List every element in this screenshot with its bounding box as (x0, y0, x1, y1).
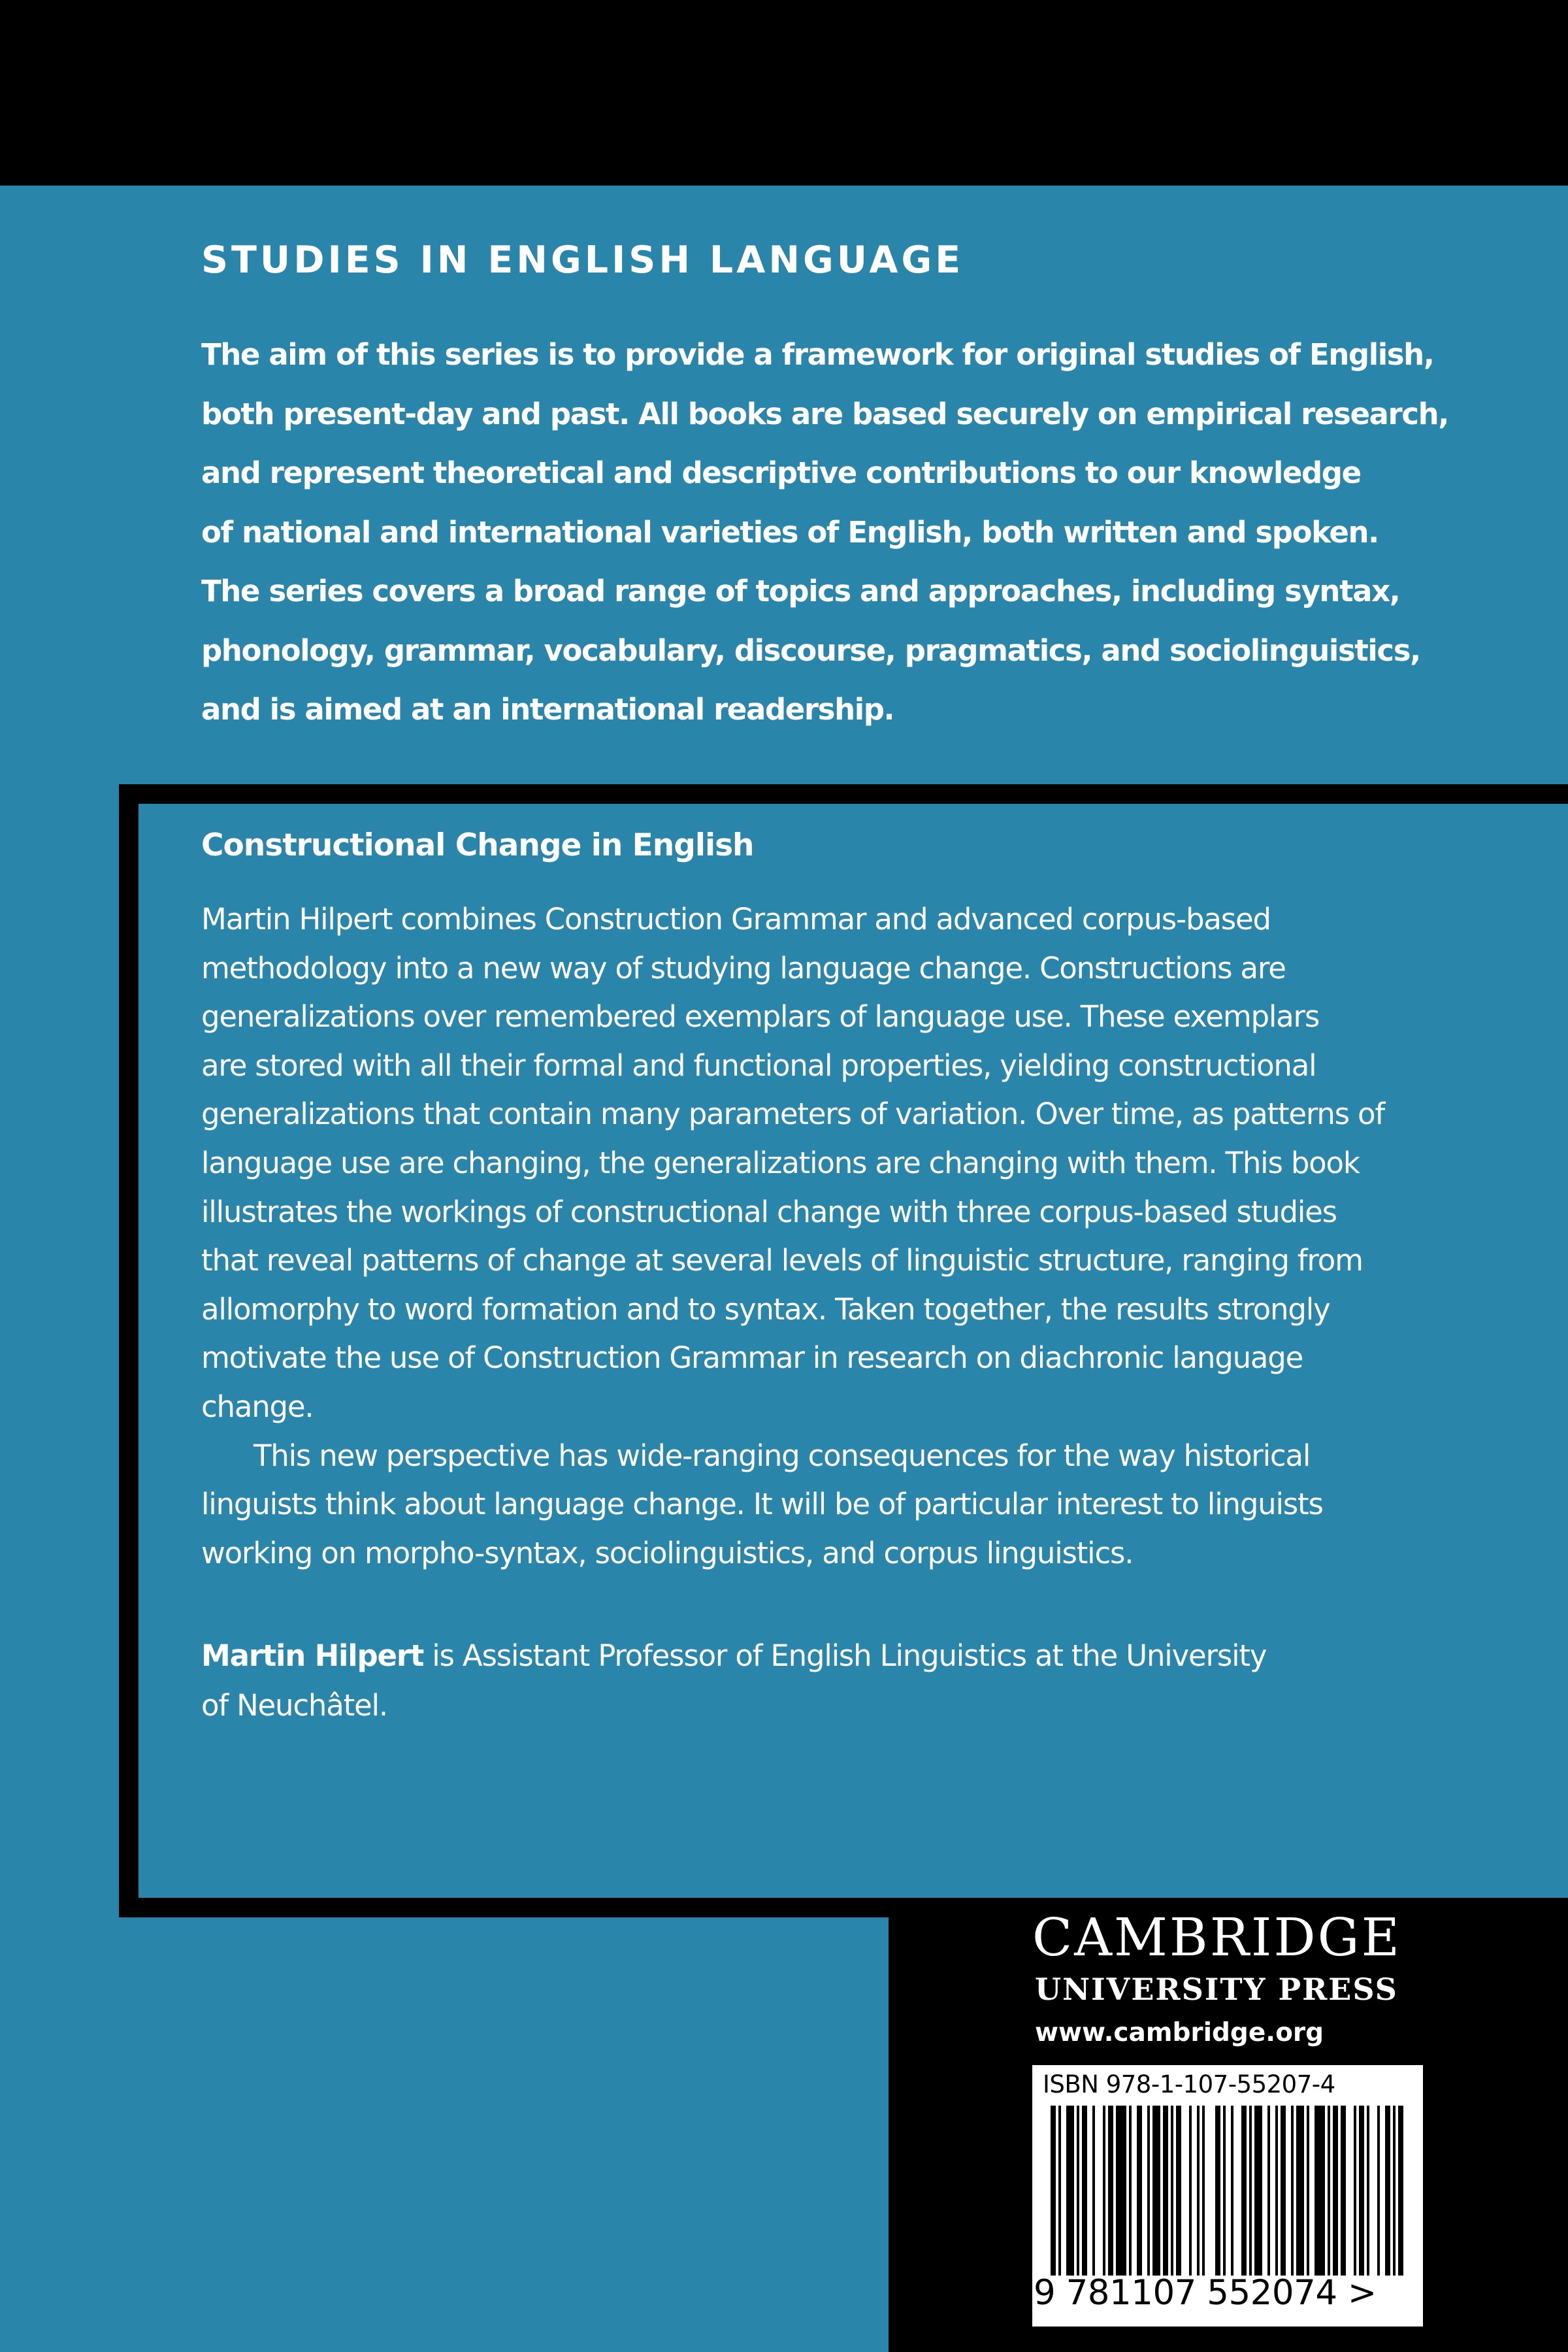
barcode-icon (1051, 2106, 1405, 2276)
barcode-bar (1359, 2106, 1364, 2276)
barcode-bar (1341, 2106, 1346, 2276)
series-description-line: The series covers a broad range of topics and approaches, including syntax, (201, 574, 1400, 608)
barcode-bar (1315, 2106, 1325, 2276)
series-description-line: phonology, grammar, vocabulary, discourse, pragmatics, and sociolinguistics, (201, 633, 1420, 668)
publisher-logo-name: CAMBRIDGE (1032, 1907, 1401, 1968)
barcode-bar (1275, 2106, 1278, 2276)
barcode-bar (1103, 2106, 1105, 2276)
book-description-line: language use are changing, the generalizations are changing with them. This book (201, 1145, 1360, 1180)
top-black-band (0, 0, 1568, 186)
barcode-bar (1254, 2106, 1262, 2276)
barcode-bar (1163, 2106, 1168, 2276)
barcode-bar (1296, 2106, 1304, 2276)
author-bio-line: of Neuchâtel. (201, 1688, 387, 1723)
book-title: Constructional Change in English (201, 827, 754, 863)
barcode-bar (1333, 2106, 1338, 2276)
series-title: STUDIES IN ENGLISH LANGUAGE (201, 239, 964, 282)
book-description-line: generalizations over remembered exemplars of language use. These exemplars (201, 999, 1320, 1035)
barcode-bar (1108, 2106, 1113, 2276)
barcode-bar (1137, 2106, 1142, 2276)
barcode-bar (1077, 2106, 1079, 2276)
isbn-barcode (1032, 2065, 1423, 2327)
barcode-bar (1051, 2106, 1056, 2276)
barcode-bar (1171, 2106, 1173, 2276)
book-description-line: illustrates the workings of constructional change with three corpus-based studies (201, 1194, 1337, 1229)
barcode-bar (1398, 2106, 1403, 2276)
barcode-bar (1202, 2106, 1205, 2276)
author-bio-text: is Assistant Professor of English Linguistics at the University (423, 1638, 1267, 1673)
barcode-bar (1197, 2106, 1200, 2276)
book-description-line: allomorphy to word formation and to syntax. Taken together, the results strongly (201, 1291, 1330, 1327)
publisher-url: www.cambridge.org (1035, 2018, 1324, 2047)
barcode-bar (1066, 2106, 1074, 2276)
barcode-bar (1328, 2106, 1330, 2276)
barcode-bar (1223, 2106, 1226, 2276)
barcode-bar (1058, 2106, 1061, 2276)
barcode-bar (1393, 2106, 1396, 2276)
barcode-bar (1367, 2106, 1369, 2276)
barcode-digits: 9 781107 552074 > (1034, 2273, 1377, 2313)
series-description-line: and is aimed at an international readership. (201, 692, 894, 727)
isbn-number: ISBN 978-1-107-55207-4 (1043, 2070, 1335, 2098)
book-description-line: linguists think about language change. It will be of particular interest to linguists (201, 1487, 1323, 1522)
barcode-bar (1189, 2106, 1192, 2276)
author-bio (201, 1631, 1266, 1731)
author-name: Martin Hilpert (201, 1638, 424, 1673)
barcode-bar (1129, 2106, 1132, 2276)
series-description-line: and represent theoretical and descriptive contributions to our knowledge (201, 455, 1361, 490)
book-description (201, 895, 1384, 1578)
book-description-line: This new perspective has wide-ranging consequences for the way historical (253, 1438, 1311, 1473)
book-description-line: Martin Hilpert combines Construction Grammar and advanced corpus-based (201, 902, 1271, 936)
barcode-bar (1231, 2106, 1233, 2276)
barcode-bar (1241, 2106, 1247, 2276)
barcode-bar (1281, 2106, 1286, 2276)
author-bio-line (201, 1631, 1266, 1681)
book-description-line: motivate the use of Construction Grammar in research on diachronic language (201, 1340, 1303, 1376)
barcode-bar (1176, 2106, 1181, 2276)
publisher-logo-subtitle: UNIVERSITY PRESS (1035, 1972, 1398, 2007)
barcode-bar (1291, 2106, 1294, 2276)
barcode-bar (1354, 2106, 1356, 2276)
barcode-bar (1147, 2106, 1150, 2276)
book-description-line: change. (201, 1389, 314, 1424)
book-description-line: that reveal patterns of change at several levels of linguistic structure, ranging from (201, 1243, 1363, 1278)
book-description-line: methodology into a new way of studying language change. Constructions are (201, 950, 1286, 986)
book-description-line: generalizations that contain many parameters of variation. Over time, as patterns of (201, 1097, 1384, 1132)
series-description-line: The aim of this series is to provide a framework for original studies of English, (201, 337, 1434, 372)
barcode-bar (1307, 2106, 1309, 2276)
series-description-line: both present-day and past. All books are based securely on empirical research, (201, 396, 1448, 431)
barcode-bar (1377, 2106, 1380, 2276)
book-description-line: working on morpho-syntax, sociolinguistics, and corpus linguistics. (201, 1535, 1134, 1570)
barcode-bar (1152, 2106, 1160, 2276)
barcode-bar (1116, 2106, 1126, 2276)
barcode-bar (1092, 2106, 1095, 2276)
barcode-bar (1267, 2106, 1270, 2276)
barcode-bar (1082, 2106, 1087, 2276)
book-description-line: are stored with all their formal and functional properties, yielding constructional (201, 1048, 1316, 1083)
barcode-bar (1385, 2106, 1390, 2276)
series-description-line: of national and international varieties of English, both written and spoken. (201, 514, 1379, 550)
series-description (201, 325, 1448, 740)
barcode-bar (1249, 2106, 1252, 2276)
barcode-bar (1215, 2106, 1220, 2276)
